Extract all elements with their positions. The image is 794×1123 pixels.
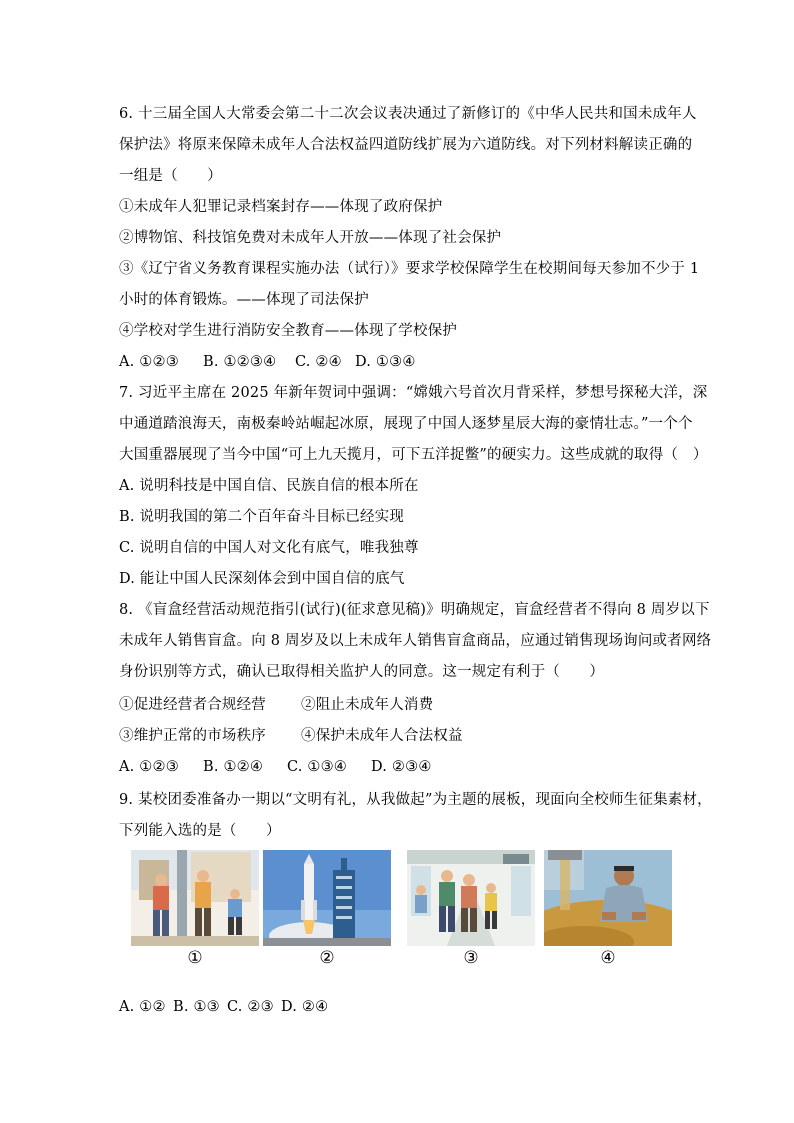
q8-items-row-2 [119,726,463,746]
q8-item-2: ②阻止未成年人消费 [301,697,434,713]
q9-options [119,997,328,1017]
q6-option-d[interactable]: D. ①③④ [355,354,416,370]
q7-option-c[interactable]: C. 说明自信的中国人对文化有底气，唯我独尊 [119,540,419,556]
q7-option-b[interactable]: B. 说明我国的第二个百年奋斗目标已经实现 [119,509,405,525]
q9-picture-label-4: ④ [600,948,616,968]
q9-option-a[interactable]: A. ①② [119,999,166,1015]
q6-option-c[interactable]: C. ②④ [295,354,342,370]
q7-option-d[interactable]: D. 能让中国人民深刻体会到中国自信的底气 [119,571,405,587]
q9-picture-row [131,850,676,970]
q9-picture-1 [131,850,259,946]
q6-item-2: ②博物馆、科技馆免费对未成年人开放——体现了社会保护 [119,230,502,246]
q8-option-d[interactable]: D. ②③④ [371,759,432,775]
q8-option-c[interactable]: C. ①③④ [287,759,347,775]
q7-stem-line-2: 中通道踏浪海天，南极秦岭站崛起冰原，展现了中国人逐梦星辰大海的豪情壮志。”一个个 [119,416,693,432]
q6-item-3-cont: 小时的体育锻炼。——体现了司法保护 [119,292,369,308]
q6-item-4: ④学校对学生进行消防安全教育——体现了学校保护 [119,323,458,339]
q8-option-b[interactable]: B. ①②④ [203,759,264,775]
q9-option-b[interactable]: B. ①③ [173,999,220,1015]
q9-option-d[interactable]: D. ②④ [281,999,329,1015]
q6-option-a[interactable]: A. ①②③ [119,354,179,370]
q8-stem-line-2: 未成年人销售盲盒。向 8 周岁及以上未成年人销售盲盒商品，应通过销售现场询问或者网络 [119,633,712,649]
q6-stem-line-1: 6. 十三届全国人大常委会第二十二次会议表决通过了新修订的《中华人民共和国未成年人 [119,106,697,122]
q6-options [119,352,416,372]
q9-picture-4 [544,850,672,946]
q9-stem-line-2: 下列能入选的是（ ） [119,823,281,839]
q8-items-row-1 [119,695,434,715]
q8-item-1: ①促进经营者合规经营 [119,697,266,713]
q9-picture-label-3: ③ [463,948,479,968]
q9-picture-label-1: ① [187,948,203,968]
q6-stem-line-2: 保护法》将原来保障未成年人合法权益四道防线扩展为六道防线。对下列材料解读正确的 [119,137,693,153]
q7-stem-line-3: 大国重器展现了当今中国“可上九天揽月，可下五洋捉鳖”的硬实力。这些成就的取得（ ） [119,447,708,463]
q6-stem-line-3: 一组是（ ） [119,168,222,184]
q9-stem-line-1: 9. 某校团委准备办一期以“文明有礼，从我做起”为主题的展板，现面向全校师生征集素材， [119,792,712,808]
q6-item-3: ③《辽宁省义务教育课程实施办法（试行）》要求学校保障学生在校期间每天参加不少于 1 [119,261,700,277]
q9-picture-3 [407,850,535,946]
q8-option-a[interactable]: A. ①②③ [119,759,179,775]
q7-option-a[interactable]: A. 说明科技是中国自信、民族自信的根本所在 [119,478,419,494]
q9-picture-2 [263,850,391,946]
q6-option-b[interactable]: B. ①②③④ [203,354,277,370]
q8-item-3: ③维护正常的市场秩序 [119,728,266,744]
q7-stem-line-1: 7. 习近平主席在 2025 年新年贺词中强调：“嫦娥六号首次月背采样，梦想号探秘大洋，深 [119,385,708,401]
q8-stem-line-1: 8. 《盲盒经营活动规范指引(试行)(征求意见稿)》明确规定，盲盒经营者不得向 8 周岁以下 [119,602,710,618]
q9-option-c[interactable]: C. ②③ [227,999,274,1015]
q8-options [119,757,432,777]
q6-item-1: ①未成年人犯罪记录档案封存——体现了政府保护 [119,199,443,215]
q9-picture-label-2: ② [319,948,335,968]
q8-stem-line-3: 身份识别等方式，确认已取得相关监护人的同意。这一规定有利于（ ） [119,664,605,680]
q8-item-4: ④保护未成年人合法权益 [301,728,463,744]
